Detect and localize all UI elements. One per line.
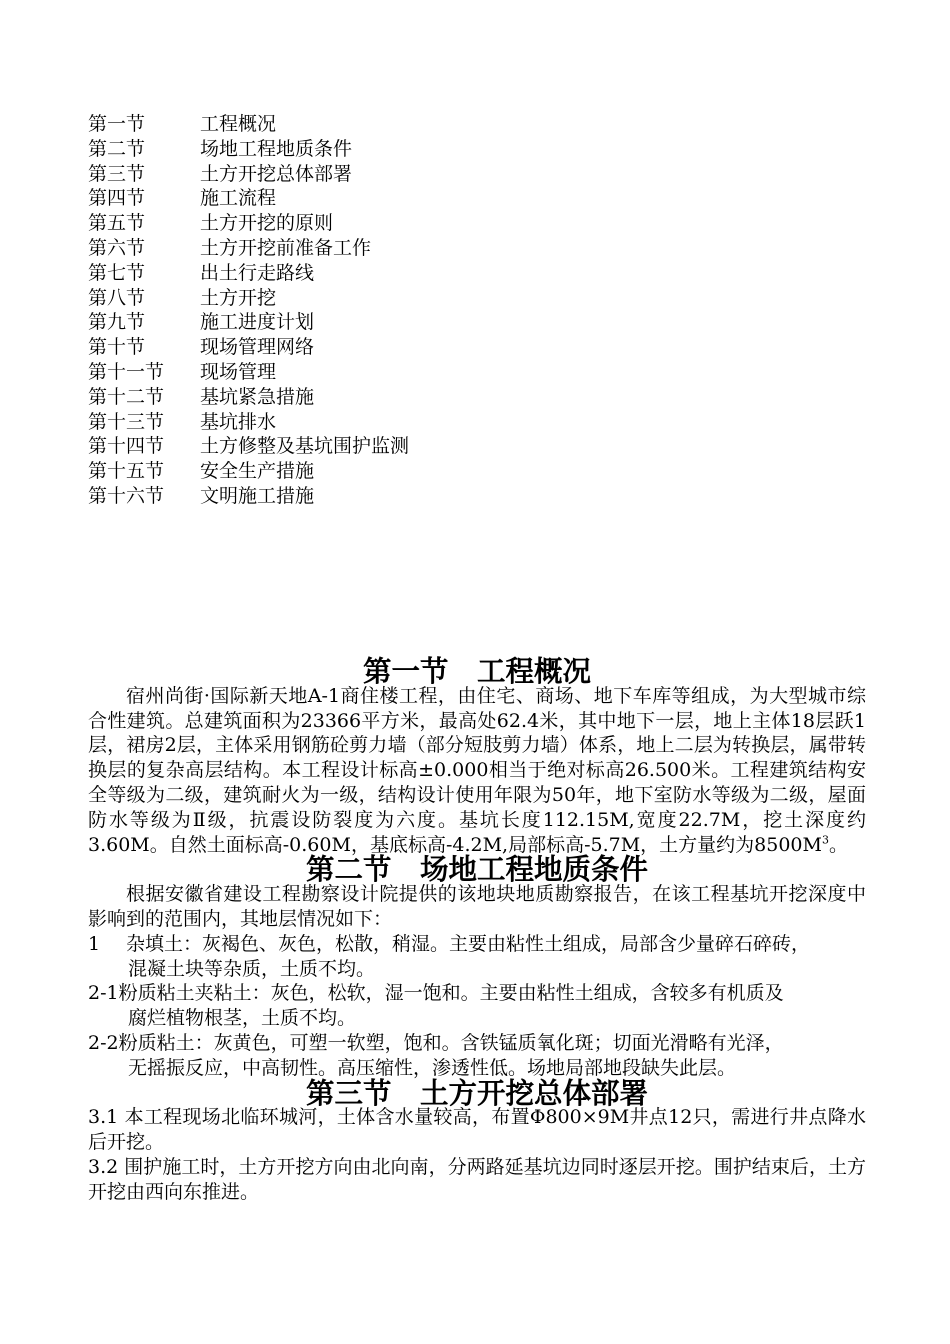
toc-entry <box>88 286 409 311</box>
toc-number: 第十三节 <box>88 410 165 433</box>
section-paragraph: 根据安徽省建设工程勘察设计院提供的该地块地质勘察报告，在该工程基坑开挖深度中影响到的范围内，其地层情况如下： <box>88 883 866 930</box>
toc-title: 土方开挖的原则 <box>200 212 334 235</box>
layer-number: 1 <box>88 932 101 955</box>
toc-title: 出土行走路线 <box>200 261 315 284</box>
table-of-contents <box>88 112 409 509</box>
soil-layer-item <box>88 1031 866 1056</box>
layer-description-continued: 无摇振反应，中高韧性。高压缩性，渗透性低。场地局部地段缺失此层。 <box>128 1056 737 1079</box>
toc-title: 土方修整及基坑围护监测 <box>200 435 410 458</box>
toc-title: 文明施工措施 <box>200 484 315 507</box>
soil-layer-item <box>88 981 866 1006</box>
toc-number: 第五节 <box>88 212 146 235</box>
toc-number: 第三节 <box>88 162 146 185</box>
toc-entry <box>88 335 409 360</box>
toc-entry <box>88 211 409 236</box>
toc-entry <box>88 459 409 484</box>
toc-entry <box>88 434 409 459</box>
layer-description: 杂填土：灰褐色、灰色，松散，稍湿。主要由粘性土组成，局部含少量碎石碎砖， <box>126 932 811 955</box>
toc-title: 场地工程地质条件 <box>200 137 353 160</box>
toc-number: 第八节 <box>88 286 146 309</box>
toc-entry <box>88 261 409 286</box>
toc-entry <box>88 410 409 435</box>
layer-description: 粉质粘土夹粘土：灰色，松软，湿一饱和。主要由粘性土组成，含较多有机质及 <box>118 982 784 1005</box>
deployment-item <box>88 1155 866 1205</box>
section-heading: 第一节 工程概况 <box>362 654 591 688</box>
layer-number: 2-1 <box>88 982 119 1005</box>
toc-title: 现场管理 <box>200 360 277 383</box>
toc-entry <box>88 236 409 261</box>
toc-title: 施工进度计划 <box>200 311 315 334</box>
toc-title: 安全生产措施 <box>200 460 315 483</box>
toc-number: 第十五节 <box>88 460 165 483</box>
item-text: 本工程现场北临环城河，土体含水量较高，布置Φ800×9M井点12只，需进行井点降水后开挖。 <box>88 1106 866 1154</box>
toc-entry <box>88 360 409 385</box>
section-heading: 第三节 土方开挖总体部署 <box>305 1075 648 1110</box>
section-paragraph <box>88 684 866 858</box>
soil-layer-item <box>88 932 866 957</box>
toc-number: 第六节 <box>88 236 146 259</box>
toc-title: 工程概况 <box>200 113 277 135</box>
toc-entry <box>88 484 409 509</box>
paragraph-text: 宿州尚街·国际新天地A-1商住楼工程，由住宅、商场、地下车库等组成，为大型城市综合性建筑。总建筑面积为23366平方米，最高处62.4米，其中地下一层，地上主体18层跃1层，裙房2层，主体采用钢筋砼剪力墙（部分短肢剪力墙）体系，地上二层为转换层，属带转换层的复杂高层结构。本工程设计标高±0.000相当于绝对标高26.500米。工程建筑结构安全等级为二级，建筑耐火为一级，结构设计使用年限为50年，地下室防水等级为二级，屋面防水等级为Ⅱ级，抗震设防裂度为六度。基坑长度112.15M,宽度22.7M，挖土深度约3.60M。自然土面标高-0.60M，基底标高-4.2M,局部标高-5.7M，土方量约为8500M <box>88 684 866 856</box>
item-text: 围护施工时，土方开挖方向由北向南，分两路延基坑边同时逐层开挖。围护结束后，土方开挖由西向东推进。 <box>88 1155 866 1203</box>
toc-title: 基坑排水 <box>200 410 277 433</box>
toc-number: 第十四节 <box>88 435 165 458</box>
toc-entry <box>88 186 409 211</box>
toc-number: 第十一节 <box>88 360 165 383</box>
document-body <box>88 654 866 1205</box>
toc-number: 第四节 <box>88 187 146 210</box>
toc-number: 第一节 <box>88 113 146 135</box>
toc-number: 第十节 <box>88 336 146 359</box>
paragraph-text-end: 。 <box>828 833 848 856</box>
item-number: 3.1 <box>88 1106 119 1129</box>
toc-number: 第十二节 <box>88 385 165 408</box>
toc-number: 第二节 <box>88 137 146 160</box>
toc-title: 现场管理网络 <box>200 336 315 359</box>
toc-entry <box>88 310 409 335</box>
toc-title: 土方开挖前准备工作 <box>200 236 372 259</box>
item-number: 3.2 <box>88 1155 119 1178</box>
toc-number: 第十六节 <box>88 484 165 507</box>
toc-entry <box>88 162 409 187</box>
toc-number: 第九节 <box>88 311 146 334</box>
toc-entry <box>88 137 409 162</box>
superscript: 3 <box>821 833 829 847</box>
layer-description: 粉质粘土：灰黄色，可塑一软塑，饱和。含铁锰质氧化斑；切面光滑略有光泽， <box>118 1031 784 1054</box>
section-heading: 第二节 场地工程地质条件 <box>305 852 648 887</box>
layer-number: 2-2 <box>88 1031 119 1054</box>
toc-entry <box>88 385 409 410</box>
toc-title: 土方开挖总体部署 <box>200 162 353 185</box>
toc-title: 土方开挖 <box>200 286 277 309</box>
toc-title: 施工流程 <box>200 187 277 210</box>
toc-entry <box>88 112 409 137</box>
deployment-item <box>88 1105 866 1155</box>
layer-description-continued: 腐烂植物根茎，土质不均。 <box>128 1007 357 1030</box>
toc-number: 第七节 <box>88 261 146 284</box>
layer-description-continued: 混凝土块等杂质，土质不均。 <box>128 957 376 980</box>
toc-title: 基坑紧急措施 <box>200 385 315 408</box>
